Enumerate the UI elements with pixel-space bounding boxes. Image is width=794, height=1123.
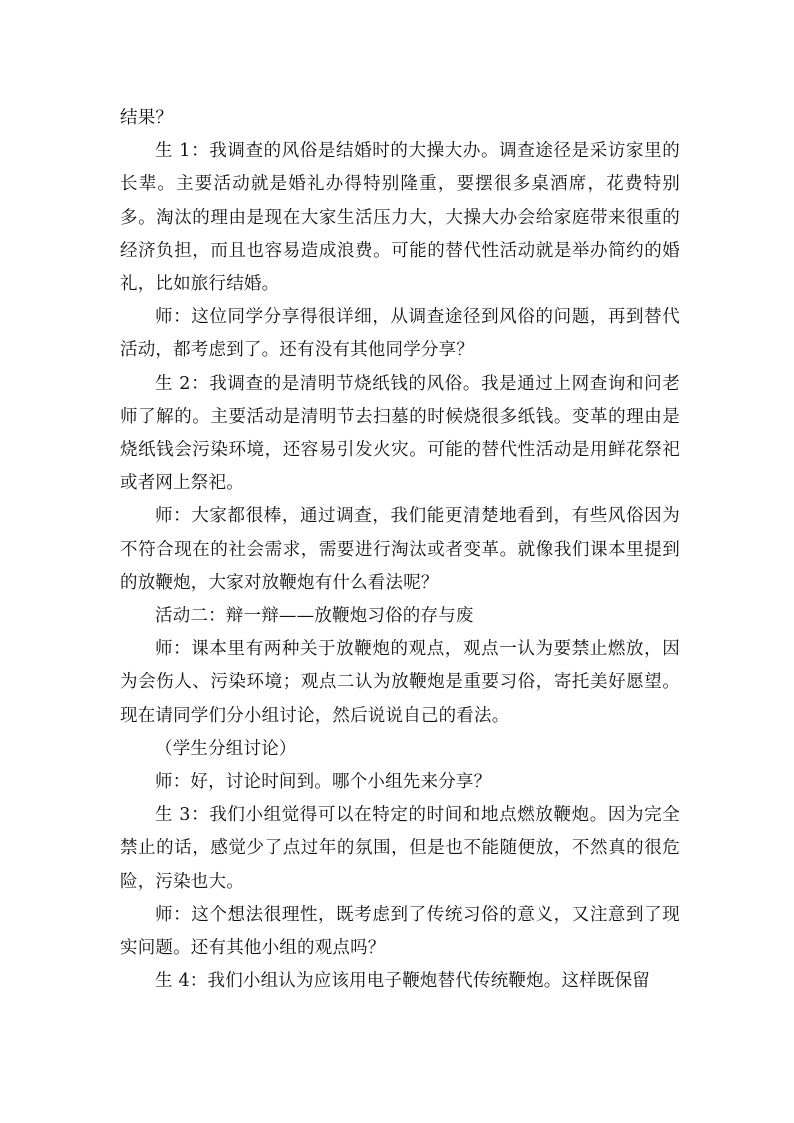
- paragraph-10: 生 3：我们小组觉得可以在特定的时间和地点燃放鞭炮。因为完全禁止的话，感觉少了点过年的氛围，但是也不能随便放，不然真的很危险，污染也大。: [120, 805, 680, 892]
- paragraph-5: 师：大家都很棒，通过调查，我们能更清楚地看到，有些风俗因为不符合现在的社会需求，需要进行淘汰或者变革。就像我们课本里提到的放鞭炮，大家对放鞭炮有什么看法呢？: [120, 506, 680, 593]
- paragraph-11: 师：这个想法很理性，既考虑到了传统习俗的意义，又注意到了现实问题。还有其他小组的观点吗？: [120, 904, 680, 959]
- paragraph-3: 师：这位同学分享得很详细，从调查途径到风俗的问题，再到替代活动，都考虑到了。还有没有其他同学分享？: [120, 307, 680, 361]
- paragraph-9: 师：好，讨论时间到。哪个小组先来分享？: [155, 772, 492, 793]
- paragraph-8: （学生分组讨论）: [155, 738, 297, 759]
- paragraph-7: 师：课本里有两种关于放鞭炮的观点，观点一认为要禁止燃放，因为会伤人、污染环境；观点二认为放鞭炮是重要习俗，寄托美好愿望。现在请同学们分小组讨论，然后说说自己的看法。: [120, 639, 680, 726]
- paragraph-12: 生 4：我们小组认为应该用电子鞭炮替代传统鞭炮。这样既保留: [155, 971, 650, 992]
- paragraph-4: 生 2：我调查的是清明节烧纸钱的风俗。我是通过上网查询和问老师了解的。主要活动是清明节去扫墓的时候烧很多纸钱。变革的理由是烧纸钱会污染环境，还容易引发火灾。可能的替代性活动是用鲜花祭祀或者网上祭祀。: [120, 373, 680, 494]
- paragraph-1: 结果？: [120, 108, 174, 128]
- section-heading: 活动二：辩一辩——放鞭炮习俗的存与废: [155, 606, 474, 627]
- paragraph-2: 生 1：我调查的风俗是结婚时的大操大办。调查途径是采访家里的长辈。主要活动就是婚礼办得特别隆重，要摆很多桌酒席，花费特别多。淘汰的理由是现在大家生活压力大，大操大办会给家庭带来很重的经济负担，而且也容易造成浪费。可能的替代性活动就是举办简约的婚礼，比如旅行结婚。: [120, 141, 680, 295]
- document-body: [120, 102, 680, 998]
